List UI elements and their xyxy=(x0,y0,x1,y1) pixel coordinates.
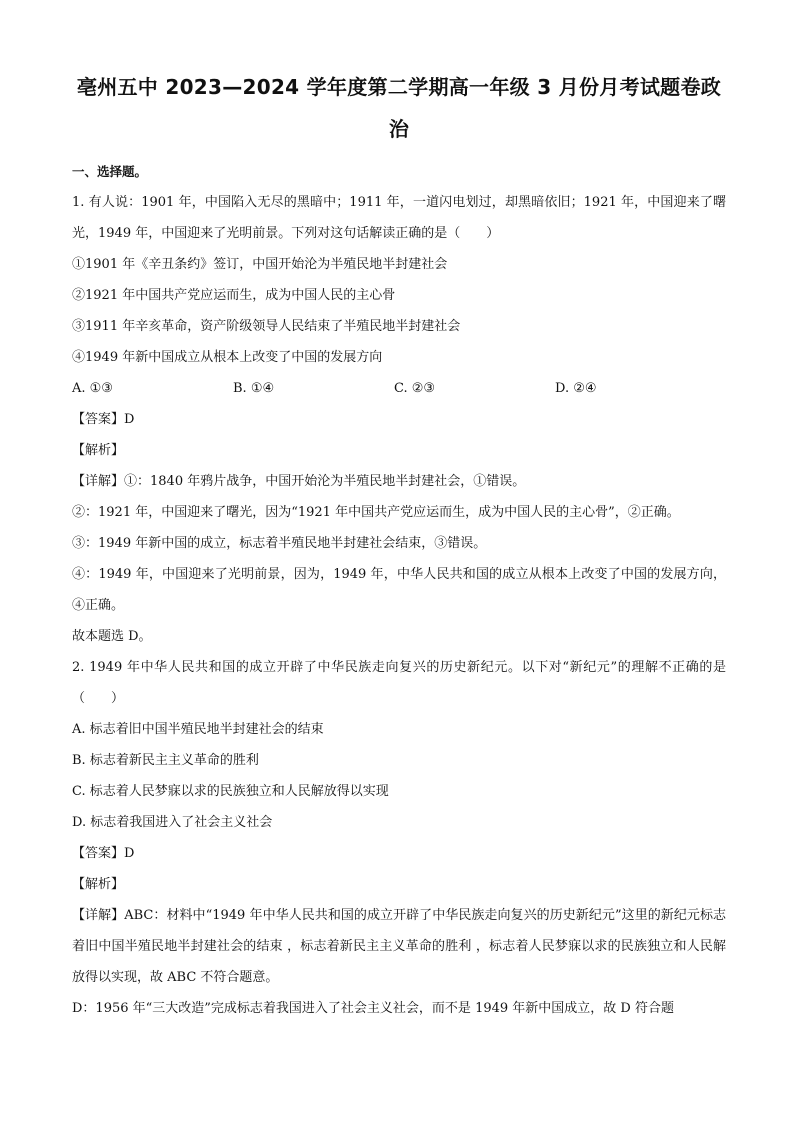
statement-2: ②1921 年中国共产党应运而生，成为中国人民的主心骨 xyxy=(72,288,396,303)
detail-1 xyxy=(72,466,726,497)
question-2 xyxy=(72,652,726,1024)
detail-label: 【详解】 xyxy=(72,474,125,489)
answer-label: 【答案】 xyxy=(72,412,125,427)
section-heading: 一、选择题。 xyxy=(72,164,148,179)
detail-2: ②：1921 年，中国迎来了曙光，因为“1921 年中国共产党应运而生，成为中国人民的主心骨”，②正确。 xyxy=(72,505,680,520)
detail-label: 【详解】 xyxy=(72,908,125,923)
option-a: A. 标志着旧中国半殖民地半封建社会的结束 xyxy=(72,722,324,737)
option-a: A. ①③ xyxy=(72,381,113,396)
question-1-options xyxy=(72,373,726,404)
option-c: C. 标志着人民梦寐以求的民族独立和人民解放得以实现 xyxy=(72,784,389,799)
document-page xyxy=(72,66,726,1024)
option-b: B. ①④ xyxy=(233,381,275,396)
question-1 xyxy=(72,187,726,652)
page-title xyxy=(72,66,726,150)
option-c: C. ②③ xyxy=(394,381,436,396)
statement-3: ③1911 年辛亥革命，资产阶级领导人民结束了半殖民地半封建社会 xyxy=(72,319,461,334)
answer-label: 【答案】 xyxy=(72,846,125,861)
answer-line xyxy=(72,838,726,869)
answer-line xyxy=(72,404,726,435)
title-line-2: 治 xyxy=(388,117,410,141)
statement-4: ④1949 年新中国成立从根本上改变了中国的发展方向 xyxy=(72,350,383,365)
detail-3: ③：1949 年新中国的成立，标志着半殖民地半封建社会结束，③错误。 xyxy=(72,536,487,551)
option-d: D. 标志着我国进入了社会主义社会 xyxy=(72,815,273,830)
question-1-stem: 1. 有人说：1901 年，中国陷入无尽的黑暗中；1911 年，一道闪电划过，却黑暗依旧；1921 年，中国迎来了曙光，1949 年，中国迎来了光明前景。下列对这句话解读正确的是（ ） xyxy=(72,195,726,241)
detail-conclusion: 故本题选 D。 xyxy=(72,629,152,644)
detail-2: D：1956 年“三大改造”完成标志着我国进入了社会主义社会，而不是 1949 年新中国成立，故 D 符合题 xyxy=(72,1001,674,1016)
answer-value: D xyxy=(124,846,135,861)
statement-1: ①1901 年《辛丑条约》签订，中国开始沦为半殖民地半封建社会 xyxy=(72,257,448,272)
answer-value: D xyxy=(124,412,135,427)
detail-1 xyxy=(72,900,726,993)
option-b: B. 标志着新民主主义革命的胜利 xyxy=(72,753,259,768)
detail-text: ①：1840 年鸦片战争，中国开始沦为半殖民地半封建社会，①错误。 xyxy=(124,474,526,489)
detail-text: ABC：材料中“1949 年中华人民共和国的成立开辟了中华民族走向复兴的历史新纪元”这里的新纪元标志着旧中国半殖民地半封建社会的结束 ，标志着新民主主义革命的胜利 ，标志着人民梦寐以求的民族独立和人民解放得以实现，故 ABC 不符合题意。 xyxy=(72,908,726,985)
analysis-label: 【解析】 xyxy=(72,877,125,892)
title-line-1: 亳州五中 2023—2024 学年度第二学期高一年级 3 月份月考试题卷政 xyxy=(76,75,722,99)
option-d: D. ②④ xyxy=(555,381,597,396)
detail-4: ④：1949 年，中国迎来了光明前景，因为，1949 年，中华人民共和国的成立从根本上改变了中国的发展方向，④正确。 xyxy=(72,567,726,613)
question-2-stem: 2. 1949 年中华人民共和国的成立开辟了中华民族走向复兴的历史新纪元。以下对“新纪元”的理解不正确的是（ ） xyxy=(72,660,726,706)
analysis-label: 【解析】 xyxy=(72,443,125,458)
